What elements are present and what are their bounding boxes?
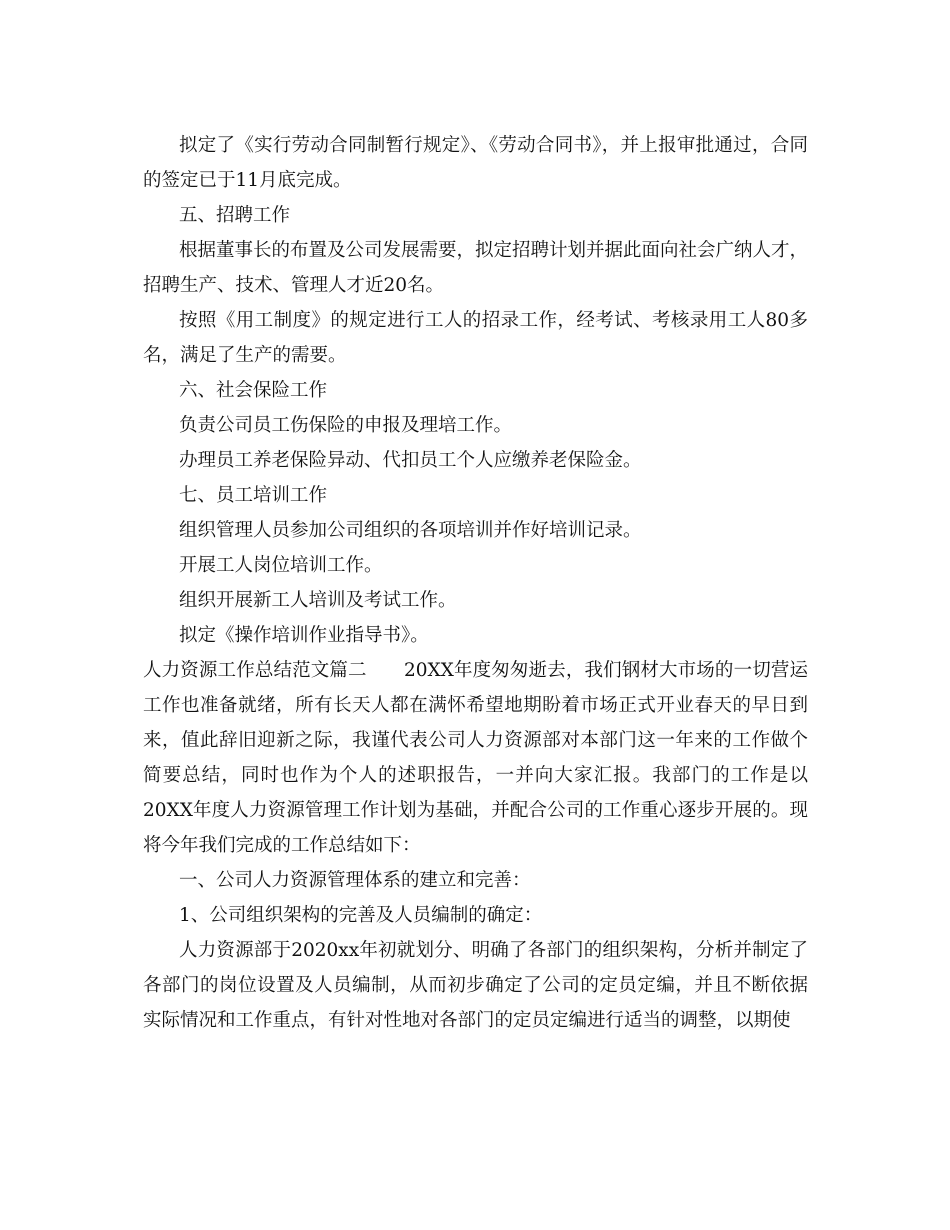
paragraph-article-two-intro: 人力资源工作总结范文篇二 20XX年度匆匆逝去，我们钢材大市场的一切营运工作也准备就绪，所有长天人都在满怀希望地期盼着市场正式开业春天的早日到来，值此辞旧迎新之际，我谨代表公司人力资源部对本部门这一年来的工作做个简要总结，同时也作为个人的述职报告，一并向大家汇报。我部门的工作是以20XX年度人力资源管理工作计划为基础，并配合公司的工作重心逐步开展的。现将今年我们完成的工作总结如下： — [143, 660, 808, 856]
paragraph-job-training: 开展工人岗位培训工作。 — [179, 555, 383, 576]
paragraph-recruitment-plan: 根据董事长的布置及公司发展需要，拟定招聘计划并据此面向社会广纳人才，招聘生产、技术、管理人才近20名。 — [143, 240, 809, 296]
paragraph-injury-insurance: 负责公司员工伤保险的申报及理培工作。 — [179, 415, 513, 436]
heading-org-structure: 1、公司组织架构的完善及人员编制的确定： — [179, 905, 543, 926]
document-body — [143, 128, 808, 1038]
paragraph-labor-contract: 拟定了《实行劳动合同制暂行规定》、《劳动合同书》，并上报审批通过，合同的签定已于11月底完成。 — [143, 135, 808, 191]
heading-social-insurance: 六、社会保险工作 — [179, 380, 328, 401]
paragraph-pension-insurance: 办理员工养老保险异动、代扣员工个人应缴养老保险金。 — [179, 450, 642, 471]
paragraph-training-guide: 拟定《操作培训作业指导书》。 — [179, 625, 429, 646]
heading-recruitment: 五、招聘工作 — [179, 205, 291, 226]
paragraph-new-worker-training: 组织开展新工人培训及考试工作。 — [179, 590, 457, 611]
paragraph-org-structure: 人力资源部于2020xx年初就划分、明确了各部门的组织架构，分析并制定了各部门的岗位设置及人员编制，从而初步确定了公司的定员定编，并且不断依据实际情况和工作重点，有针对性地对各部门的定员定编进行适当的调整，以期使 — [143, 940, 808, 1031]
paragraph-management-training: 组织管理人员参加公司组织的各项培训并作好培训记录。 — [179, 520, 642, 541]
heading-hr-system: 一、公司人力资源管理体系的建立和完善： — [179, 870, 531, 891]
heading-staff-training: 七、员工培训工作 — [179, 485, 328, 506]
paragraph-worker-hiring: 按照《用工制度》的规定进行工人的招录工作，经考试、考核录用工人80多名，满足了生产的需要。 — [143, 310, 808, 366]
